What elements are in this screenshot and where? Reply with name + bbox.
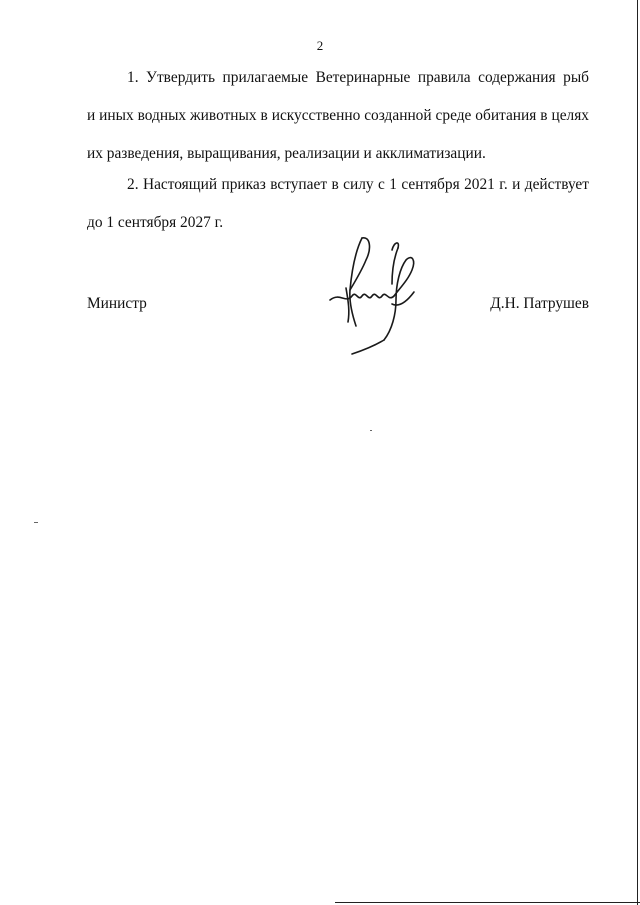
paragraph-line: их разведения, выращивания, реализации и акклиматизации. [87, 145, 486, 162]
signatory-name: Д.Н. Патрушев [490, 295, 589, 312]
paragraph-line: 1. Утвердить прилагаемые Ветеринарные правила содержания рыб [127, 69, 589, 86]
scan-artifact [370, 430, 372, 431]
signatory-title: Министр [87, 295, 147, 312]
scan-artifact [34, 522, 38, 523]
paragraph-line: и иных водных животных в искусственно созданной среде обитания в целях [87, 107, 589, 124]
paragraph-line: 2. Настоящий приказ вступает в силу с 1 сентября 2021 г. и действует [127, 176, 589, 193]
paragraph-line: до 1 сентября 2027 г. [87, 214, 224, 231]
paragraph-1 [87, 59, 589, 173]
scan-edge-right [637, 0, 638, 905]
scan-edge-bottom [335, 902, 640, 903]
handwritten-signature [326, 230, 426, 358]
page-number: 2 [316, 38, 324, 53]
